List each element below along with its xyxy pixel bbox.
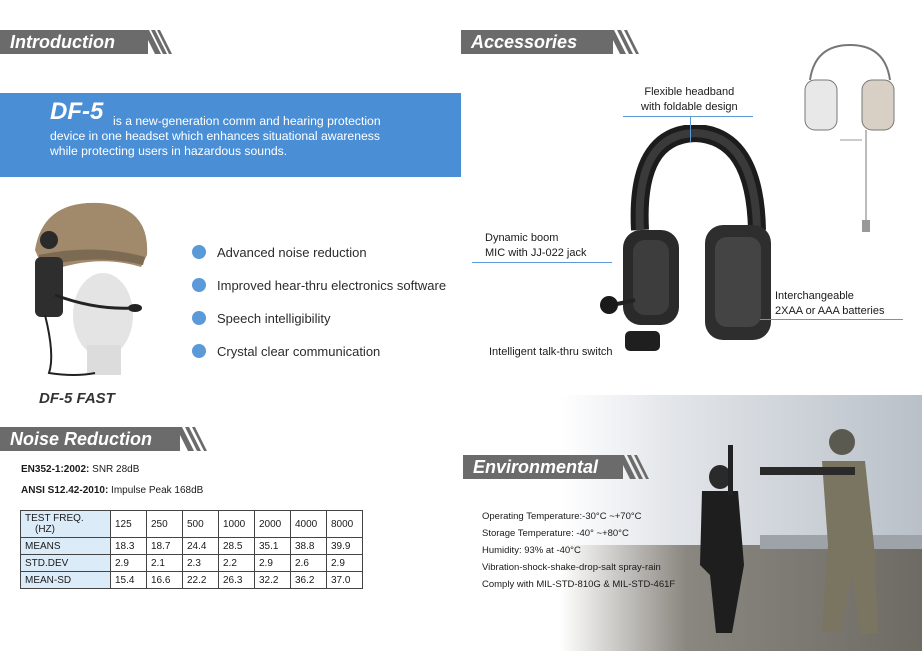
noise-reduction-stripes-icon <box>176 427 216 451</box>
value-cell: 28.5 <box>219 538 255 555</box>
value-cell: 35.1 <box>255 538 291 555</box>
standard-value: SNR 28dB <box>89 464 140 475</box>
standard-value: Impulse Peak 168dB <box>108 485 204 496</box>
value-cell: 2.3 <box>183 555 219 572</box>
value-cell: 36.2 <box>291 572 327 589</box>
feature-item <box>192 309 330 327</box>
environmental-spec-item: Humidity: 93% at -40°C <box>482 545 581 556</box>
bullet-icon <box>192 278 206 292</box>
feature-item <box>192 342 380 360</box>
value-cell: 2.9 <box>255 555 291 572</box>
value-cell: 24.4 <box>183 538 219 555</box>
table-row <box>21 555 363 572</box>
row-label-cell: MEANS <box>21 538 111 555</box>
battery-label <box>775 289 884 319</box>
frequency-cell: 4000 <box>291 511 327 538</box>
feature-item <box>192 276 446 294</box>
environmental-spec-item: Vibration-shock-shake-drop-salt spray-rain <box>482 562 661 573</box>
value-cell: 39.9 <box>327 538 363 555</box>
value-cell: 2.1 <box>147 555 183 572</box>
environmental-spec-item: Operating Temperature:-30°C ~+70°C <box>482 511 642 522</box>
environmental-spec-item: Storage Temperature: -40° ~+80°C <box>482 528 629 539</box>
headset-schematic-image <box>800 40 900 240</box>
frequency-cell: 250 <box>147 511 183 538</box>
frequency-cell: 2000 <box>255 511 291 538</box>
soldiers-photo <box>560 395 922 651</box>
headband-leader-drop <box>690 116 691 142</box>
value-cell: 26.3 <box>219 572 255 589</box>
intro-band <box>0 93 461 177</box>
introduction-header <box>0 30 148 54</box>
boom-mic-label <box>485 231 586 261</box>
helmet-product-image <box>15 195 165 385</box>
frequency-cell: 1000 <box>219 511 255 538</box>
row-label-cell: STD.DEV <box>21 555 111 572</box>
noise-reduction-title: Noise Reduction <box>10 429 153 449</box>
standard-impulse <box>21 485 203 496</box>
bullet-icon <box>192 245 206 259</box>
table-row <box>21 572 363 589</box>
talk-thru-switch-label: Intelligent talk-thru switch <box>489 346 613 358</box>
value-cell: 37.0 <box>327 572 363 589</box>
standard-snr <box>21 464 139 475</box>
battery-line-2: 2XAA or AAA batteries <box>775 305 885 317</box>
header-label-line-2: (HZ) <box>35 524 55 535</box>
environmental-stripes-icon <box>618 455 654 479</box>
header-label-line-1: TEST FREQ. <box>25 513 84 524</box>
boom-mic-line-2: MIC with JJ-022 jack <box>485 247 587 259</box>
frequency-cell: 125 <box>111 511 147 538</box>
battery-line-1: Interchangeable <box>775 290 854 302</box>
value-cell: 2.9 <box>111 555 147 572</box>
row-label-cell: MEAN-SD <box>21 572 111 589</box>
value-cell: 2.2 <box>219 555 255 572</box>
bullet-icon <box>192 311 206 325</box>
environmental-spec-item: Comply with MIL-STD-810G & MIL-STD-461F <box>482 579 676 590</box>
value-cell: 15.4 <box>111 572 147 589</box>
intro-text-line-3: while protecting users in hazardous sounds. <box>50 144 288 158</box>
value-cell: 2.9 <box>327 555 363 572</box>
headband-line-2: with foldable design <box>641 101 738 113</box>
value-cell: 18.3 <box>111 538 147 555</box>
introduction-stripes-icon <box>143 30 175 54</box>
headband-label <box>641 85 738 115</box>
accessories-header <box>461 30 613 54</box>
standard-label: EN352-1:2002: <box>21 464 90 475</box>
feature-label: Speech intelligibility <box>217 310 331 326</box>
feature-label: Advanced noise reduction <box>217 244 367 260</box>
value-cell: 22.2 <box>183 572 219 589</box>
accessories-stripes-icon <box>608 30 642 54</box>
table-row <box>21 511 363 538</box>
bullet-icon <box>192 344 206 358</box>
value-cell: 16.6 <box>147 572 183 589</box>
introduction-title: Introduction <box>10 32 115 52</box>
environmental-header <box>463 455 623 479</box>
table-row <box>21 538 363 555</box>
boom-mic-line-1: Dynamic boom <box>485 232 559 244</box>
intro-product-name: DF-5 <box>50 98 104 125</box>
accessories-title: Accessories <box>471 32 578 52</box>
headband-line-1: Flexible headband <box>644 86 735 98</box>
feature-label: Improved hear-thru electronics software <box>217 277 447 293</box>
value-cell: 18.7 <box>147 538 183 555</box>
frequency-cell: 8000 <box>327 511 363 538</box>
feature-label: Crystal clear communication <box>217 343 381 359</box>
standard-label: ANSI S12.42-2010: <box>21 485 109 496</box>
noise-reduction-table <box>20 510 363 589</box>
value-cell: 2.6 <box>291 555 327 572</box>
boom-mic-leader-line <box>472 262 612 263</box>
frequency-cell: 500 <box>183 511 219 538</box>
headset-product-image <box>595 125 795 375</box>
environmental-title: Environmental <box>473 457 599 477</box>
value-cell: 32.2 <box>255 572 291 589</box>
headband-leader-line <box>623 116 753 117</box>
noise-reduction-header <box>0 427 180 451</box>
battery-leader-line <box>760 319 903 320</box>
intro-text-line-1: is a new-generation comm and hearing protection <box>113 114 381 128</box>
value-cell: 38.8 <box>291 538 327 555</box>
product-caption: DF-5 FAST <box>39 390 115 407</box>
feature-item <box>192 243 367 261</box>
table-header-cell <box>21 511 111 538</box>
intro-text-line-2: device in one headset which enhances situational awareness <box>50 129 380 143</box>
